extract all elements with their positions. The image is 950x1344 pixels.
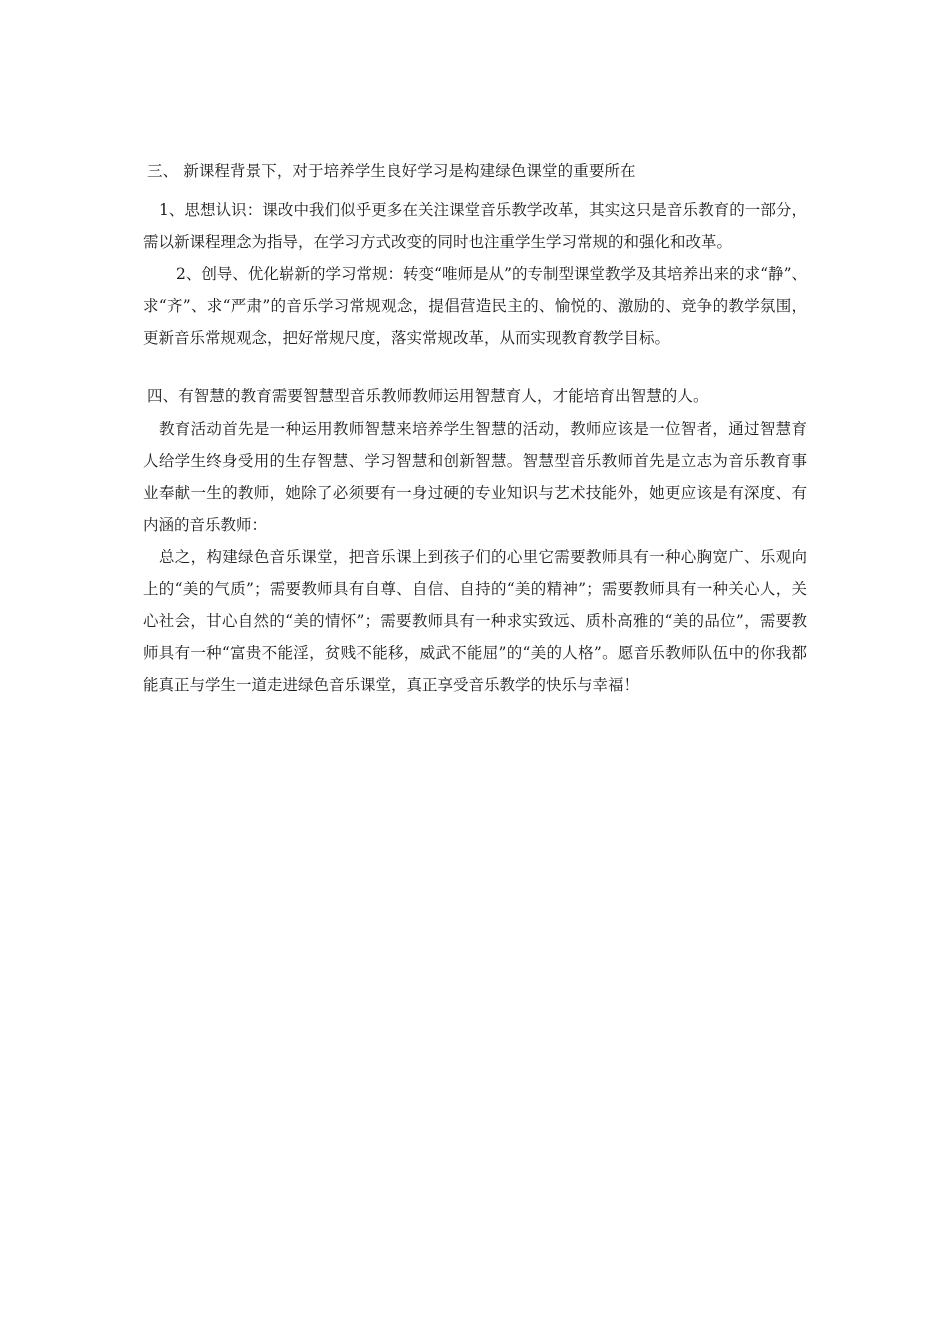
- section-4-paragraph-1: 教育活动首先是一种运用教师智慧来培养学生智慧的活动，教师应该是一位智者，通过智慧育人给学生终身受用的生存智慧、学习智慧和创新智慧。智慧型音乐教师首先是立志为音乐教育事业奉献一生的教师，她除了必须要有一身过硬的专业知识与艺术技能外，她更应该是有深度、有内涵的音乐教师：: [143, 420, 807, 534]
- section-4-heading: 四、有智慧的教育需要智慧型音乐教师教师运用智慧育人，才能培育出智慧的人。: [147, 387, 709, 405]
- section-spacer: [143, 354, 807, 380]
- section-3-paragraph-1: 1、思想认识：课改中我们似乎更多在关注课堂音乐教学改革，其实这只是音乐教育的一部分，需以新课程理念为指导，在学习方式改变的同时也注重学生学习常规的和强化和改革。: [143, 201, 807, 251]
- section-3-paragraph-2: 2、创导、优化崭新的学习常规：转变“唯师是从”的专制型课堂教学及其培养出来的求“静”、求“齐”、求“严肃”的音乐学习常规观念，提倡营造民主的、愉悦的、激励的、竞争的教学氛围，更新音乐常规观念，把好常规尺度，落实常规改革，从而实现教育教学目标。: [143, 265, 807, 347]
- section-4-paragraph-2: 总之，构建绿色音乐课堂，把音乐课上到孩子们的心里它需要教师具有一种心胸宽广、乐观向上的“美的气质”；需要教师具有自尊、自信、自持的“美的精神”；需要教师具有一种关心人，关心社会，甘心自然的“美的情怀”；需要教师具有一种求实致远、质朴高雅的“美的品位”，需要教师具有一种“富贵不能淫，贫贱不能移，威武不能屈”的“美的人格”。愿音乐教师队伍中的你我都能真正与学生一道走进绿色音乐课堂，真正享受音乐教学的快乐与幸福！: [143, 548, 807, 694]
- section-3-heading: 三、 新课程背景下，对于培养学生良好学习是构建绿色课堂的重要所在: [147, 162, 636, 180]
- document-body: [143, 155, 807, 701]
